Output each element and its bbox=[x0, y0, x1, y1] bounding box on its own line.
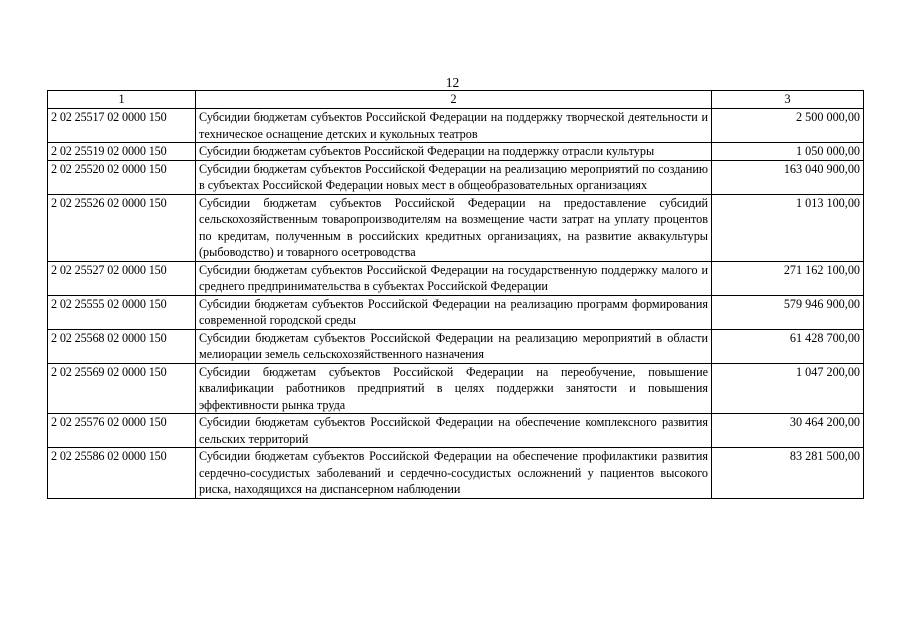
subsidy-amount: 61 428 700,00 bbox=[712, 329, 864, 363]
table-row bbox=[48, 448, 864, 499]
subsidy-description: Субсидии бюджетам субъектов Российской Федерации на реализацию программ формирования современной городской среды bbox=[196, 295, 712, 329]
column-header-3: 3 bbox=[712, 91, 864, 109]
budget-code: 2 02 25569 02 0000 150 bbox=[48, 363, 196, 414]
budget-code: 2 02 25568 02 0000 150 bbox=[48, 329, 196, 363]
subsidy-amount: 83 281 500,00 bbox=[712, 448, 864, 499]
budget-code: 2 02 25586 02 0000 150 bbox=[48, 448, 196, 499]
budget-table bbox=[47, 90, 864, 499]
subsidy-description: Субсидии бюджетам субъектов Российской Федерации на поддержку отрасли культуры bbox=[196, 143, 712, 161]
budget-code: 2 02 25517 02 0000 150 bbox=[48, 109, 196, 143]
subsidy-amount: 2 500 000,00 bbox=[712, 109, 864, 143]
subsidy-description: Субсидии бюджетам субъектов Российской Федерации на реализацию мероприятий по созданию в субъектах Российской Федерации новых мест в общеобразовательных организациях bbox=[196, 160, 712, 194]
table-row bbox=[48, 414, 864, 448]
subsidy-description: Субсидии бюджетам субъектов Российской Федерации на поддержку творческой деятельности и техническое оснащение детских и кукольных театров bbox=[196, 109, 712, 143]
subsidy-amount: 30 464 200,00 bbox=[712, 414, 864, 448]
table-row bbox=[48, 329, 864, 363]
table-row bbox=[48, 109, 864, 143]
subsidy-amount: 1 013 100,00 bbox=[712, 194, 864, 261]
subsidy-amount: 163 040 900,00 bbox=[712, 160, 864, 194]
budget-code: 2 02 25576 02 0000 150 bbox=[48, 414, 196, 448]
header-row bbox=[48, 91, 864, 109]
subsidy-description: Субсидии бюджетам субъектов Российской Федерации на обеспечение комплексного развития сельских территорий bbox=[196, 414, 712, 448]
budget-code: 2 02 25526 02 0000 150 bbox=[48, 194, 196, 261]
table-row bbox=[48, 261, 864, 295]
subsidy-amount: 271 162 100,00 bbox=[712, 261, 864, 295]
subsidy-amount: 1 047 200,00 bbox=[712, 363, 864, 414]
budget-code: 2 02 25519 02 0000 150 bbox=[48, 143, 196, 161]
subsidy-description: Субсидии бюджетам субъектов Российской Федерации на обеспечение профилактики развития сердечно-сосудистых заболеваний и сердечно-сосудистых осложнений у пациентов высокого риска, находящихся на диспансерном наблюдении bbox=[196, 448, 712, 499]
table-row bbox=[48, 363, 864, 414]
budget-code: 2 02 25555 02 0000 150 bbox=[48, 295, 196, 329]
table-row bbox=[48, 160, 864, 194]
page-number: 12 bbox=[445, 75, 460, 90]
column-header-1: 1 bbox=[48, 91, 196, 109]
table-row bbox=[48, 194, 864, 261]
subsidy-description: Субсидии бюджетам субъектов Российской Федерации на государственную поддержку малого и среднего предпринимательства в субъектах Российской Федерации bbox=[196, 261, 712, 295]
budget-code: 2 02 25520 02 0000 150 bbox=[48, 160, 196, 194]
subsidy-amount: 579 946 900,00 bbox=[712, 295, 864, 329]
subsidy-description: Субсидии бюджетам субъектов Российской Федерации на реализацию мероприятий в области мелиорации земель сельскохозяйственного назначения bbox=[196, 329, 712, 363]
table-row bbox=[48, 295, 864, 329]
table-row bbox=[48, 143, 864, 161]
subsidy-description: Субсидии бюджетам субъектов Российской Федерации на переобучение, повышение квалификации работников предприятий в целях поддержки занятости и повышения эффективности рынка труда bbox=[196, 363, 712, 414]
subsidy-amount: 1 050 000,00 bbox=[712, 143, 864, 161]
subsidy-description: Субсидии бюджетам субъектов Российской Федерации на предоставление субсидий сельскохозяйственным товаропроизводителям на возмещение части затрат на уплату процентов по кредитам, полученным в российских кредитных организациях, на развитие аквакультуры (рыбоводство) и товарного осетроводства bbox=[196, 194, 712, 261]
budget-code: 2 02 25527 02 0000 150 bbox=[48, 261, 196, 295]
column-header-2: 2 bbox=[196, 91, 712, 109]
